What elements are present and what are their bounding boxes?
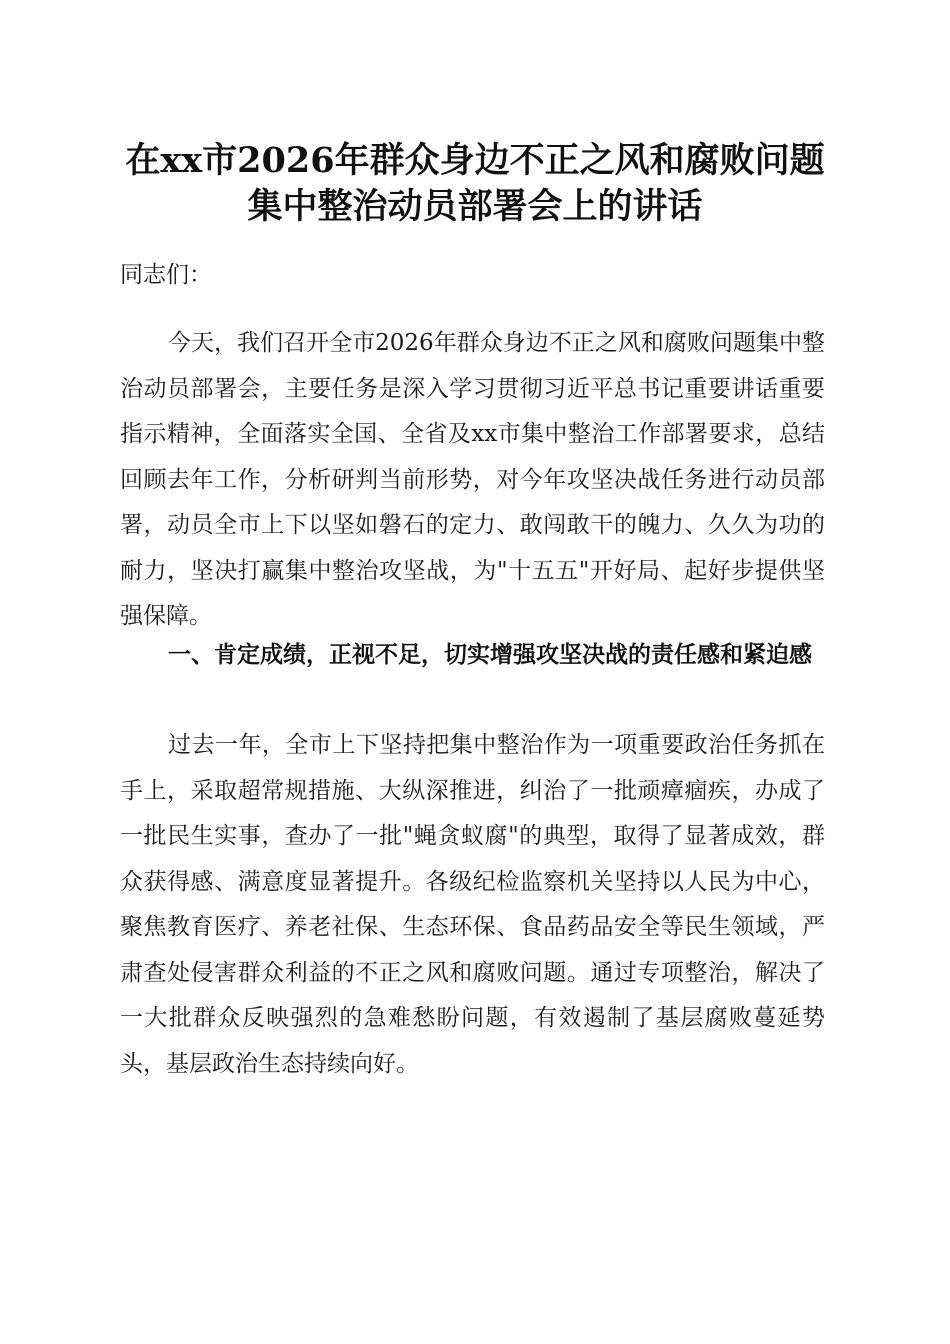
paragraph-intro: 今天，我们召开全市2026年群众身边不正之风和腐败问题集中整治动员部署会，主要任务是深入学习贯彻习近平总书记重要讲话重要指示精神，全面落实全国、全省及xx市集中整治工作部署要求，总结回顾去年工作，分析研判当前形势，对今年攻坚决战任务进行动员部署，动员全市上下以坚如磐石的定力、敢闯敢干的魄力、久久为功的耐力，坚决打赢集中整治攻坚战，为"十五五"开好局、起好步提供坚强保障。 bbox=[120, 330, 825, 629]
document-title-line-1: 在xx市2026年群众身边不正之风和腐败问题 bbox=[125, 140, 825, 181]
salutation: 同志们： bbox=[120, 262, 212, 288]
section-heading-1: 一、肯定成绩，正视不足，切实增强攻坚决战的责任感和紧迫感 bbox=[168, 642, 812, 668]
paragraph-achievements: 过去一年，全市上下坚持把集中整治作为一项重要政治任务抓在手上，采取超常规措施、大纵深推进，纠治了一批顽瘴痼疾，办成了一批民生实事，查办了一批"蝇贪蚁腐"的典型，取得了显著成效，群众获得感、满意度显著提升。各级纪检监察机关坚持以人民为中心，聚焦教育医疗、养老社保、生态环保、食品药品安全等民生领域，严肃查处侵害群众利益的不正之风和腐败问题。通过专项整治，解决了一大批群众反映强烈的急难愁盼问题，有效遏制了基层腐败蔓延势头，基层政治生态持续向好。 bbox=[120, 732, 825, 1077]
document-title-line-2: 集中整治动员部署会上的讲话 bbox=[247, 186, 703, 227]
